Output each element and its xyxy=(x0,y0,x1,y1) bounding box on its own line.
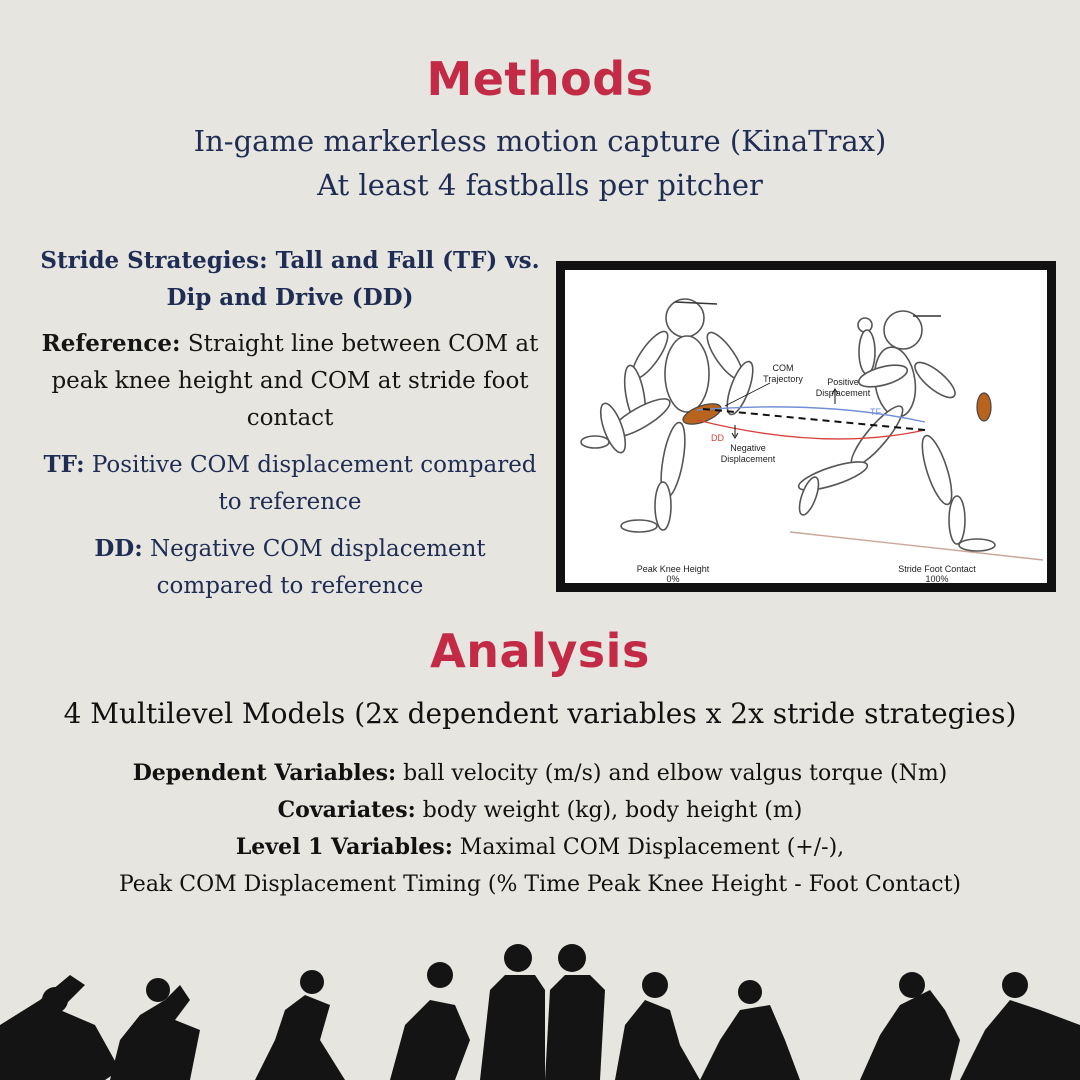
tf-label: TF: xyxy=(43,451,85,478)
pitcher-2-throwing-arm xyxy=(859,330,875,374)
level1-text-2: Peak COM Displacement Timing (% Time Peak Knee Height - Foot Contact) xyxy=(118,872,961,897)
end-label: Stride Foot Contact xyxy=(898,564,976,574)
tf-line-2: to reference xyxy=(218,489,362,515)
dd-line-1: Negative COM displacement xyxy=(142,536,486,562)
pitcher-2-back-foot xyxy=(796,475,823,517)
dd-figure-label: DD xyxy=(711,433,724,443)
pitcher-diagram xyxy=(565,270,1047,583)
end-percent: 100% xyxy=(925,574,949,583)
methods-heading: Methods xyxy=(426,52,654,106)
pitcher-1-shin-stance xyxy=(655,482,671,530)
dd-line-2: compared to reference xyxy=(156,573,424,599)
pitcher-1-foot-stance xyxy=(621,520,657,532)
methods-line-2: At least 4 fastballs per pitcher xyxy=(317,168,763,202)
dd-label: DD: xyxy=(94,535,143,562)
pitcher-1-torso xyxy=(665,336,709,412)
positive-displacement-label-2: Displacement xyxy=(815,388,871,398)
stride-strategies-title-line-1: Stride Strategies: Tall and Fall (TF) vs. xyxy=(40,247,540,274)
start-percent: 0% xyxy=(666,574,680,583)
level1-text: Maximal COM Displacement (+/-), xyxy=(452,835,845,860)
models-line: 4 Multilevel Models (2x dependent variables x 2x stride strategies) xyxy=(63,697,1017,730)
start-label: Peak Knee Height xyxy=(636,564,710,574)
stride-strategies-title xyxy=(30,242,550,316)
pitcher-2-front-shin xyxy=(949,496,965,544)
reference-line-3: contact xyxy=(246,405,334,431)
negative-displacement-label-2: Displacement xyxy=(720,454,776,464)
com-trajectory-label-2: Trajectory xyxy=(763,374,803,384)
dependent-label: Dependent Variables: xyxy=(132,760,397,786)
stride-strategy-figure xyxy=(556,261,1056,592)
pitcher-2-glove-arm xyxy=(910,357,960,403)
pitcher-1-head xyxy=(666,299,704,337)
level1-label: Level 1 Variables: xyxy=(235,834,453,860)
variables-block xyxy=(0,755,1080,903)
ground-line xyxy=(790,532,1043,560)
tf-definition xyxy=(30,446,550,521)
pitcher-2-glove xyxy=(977,393,991,421)
tf-figure-label: TF xyxy=(870,407,881,417)
positive-displacement-label-1: Positive xyxy=(827,377,859,387)
negative-displacement-label-1: Negative xyxy=(730,443,766,453)
covariates-label: Covariates: xyxy=(277,797,416,823)
silhouette-batter-2 xyxy=(545,975,605,1080)
baseball-players-silhouettes xyxy=(0,930,1080,1080)
reference-definition xyxy=(30,325,550,437)
dependent-text: ball velocity (m/s) and elbow valgus torque (Nm) xyxy=(396,761,948,786)
reference-label: Reference: xyxy=(41,330,181,357)
pitcher-2-front-foot xyxy=(959,539,995,551)
methods-line-1: In-game markerless motion capture (KinaTrax) xyxy=(193,124,887,158)
tf-line-1: Positive COM displacement compared xyxy=(84,452,537,478)
com-trajectory-label-1: COM xyxy=(772,363,794,373)
analysis-heading: Analysis xyxy=(430,624,650,678)
silhouette-batter-1 xyxy=(480,975,545,1080)
reference-line-2: peak knee height and COM at stride foot xyxy=(51,368,529,394)
pitcher-1-foot-lifted xyxy=(581,436,609,448)
dd-definition xyxy=(30,530,550,605)
covariates-text: body weight (kg), body height (m) xyxy=(415,798,803,823)
stride-strategies-title-line-2: Dip and Drive (DD) xyxy=(166,284,414,311)
pitcher-2-front-thigh xyxy=(916,433,957,508)
reference-line-1: Straight line between COM at xyxy=(180,331,539,357)
